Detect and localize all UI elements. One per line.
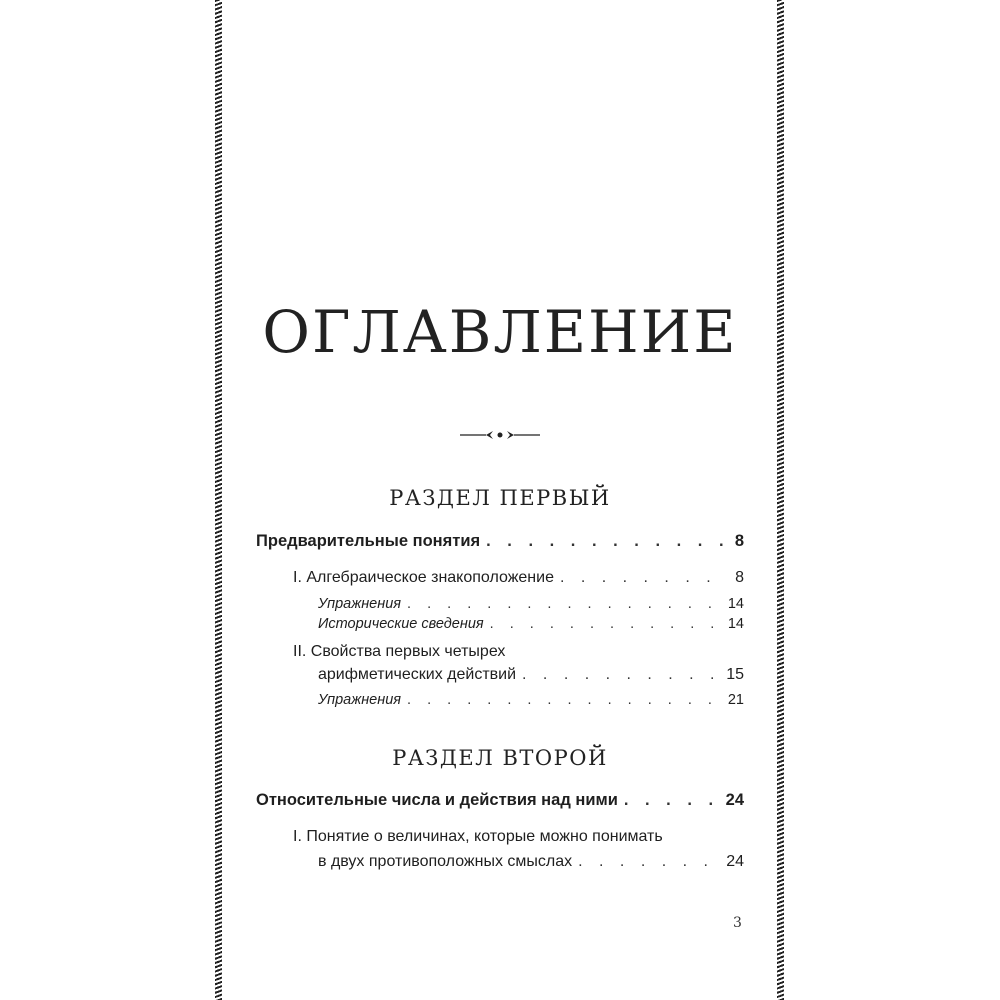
toc-subitem-historical-notes[interactable] [318, 616, 744, 632]
leader-dots [624, 791, 718, 810]
toc-subitem-label: Упражнения [318, 692, 402, 708]
toc-page-number: 8 [735, 569, 744, 586]
leader-dots [407, 692, 720, 708]
toc-subitem-label: Упражнения [318, 596, 402, 612]
leader-dots [578, 853, 718, 871]
section-heading-first: РАЗДЕЛ ПЕРВЫЙ [389, 486, 611, 510]
decorative-border-left [215, 0, 222, 1000]
page-number: 3 [733, 915, 742, 931]
page-title: ОГЛАВЛЕНИЕ [262, 298, 738, 366]
leader-dots [560, 569, 727, 587]
toc-page-number: 24 [726, 853, 744, 870]
toc-item-algebraic-notation[interactable] [293, 569, 744, 587]
toc-page-number: 14 [727, 616, 744, 632]
toc-item-quantities-concept[interactable] [318, 853, 744, 871]
ornament-divider-icon [460, 428, 540, 442]
toc-page-number: 8 [734, 532, 744, 550]
leader-dots [522, 666, 718, 684]
toc-item-arithmetic-properties[interactable] [318, 666, 744, 684]
leader-dots [407, 596, 720, 612]
toc-subitem-label: Исторические сведения [318, 616, 484, 632]
decorative-border-right [777, 0, 784, 1000]
toc-page-number: 21 [727, 692, 744, 708]
toc-chapter-label: Предварительные понятия [256, 532, 481, 550]
toc-item-label: в двух противоположных смыслах [318, 853, 573, 870]
toc-chapter-relative-numbers[interactable] [256, 791, 744, 810]
toc-chapter-label: Относительные числа и действия над ними [256, 791, 618, 809]
toc-subitem-exercises[interactable] [318, 692, 744, 708]
toc-item-label: арифметических действий [318, 666, 517, 683]
toc-page-number: 24 [725, 791, 744, 809]
toc-item-label: I. Алгебраическое знакоположение [293, 569, 554, 586]
toc-page-number: 14 [727, 596, 744, 612]
toc-subitem-exercises[interactable] [318, 596, 744, 612]
toc-item-label-line1: I. Понятие о величинах, которые можно понимать [293, 828, 663, 845]
toc-chapter-preliminary[interactable] [256, 532, 744, 551]
leader-dots [486, 532, 727, 551]
toc-page-number: 15 [726, 666, 744, 683]
toc-item-label-line1: II. Свойства первых четырех [293, 643, 506, 660]
section-heading-second: РАЗДЕЛ ВТОРОЙ [392, 746, 608, 770]
leader-dots [490, 616, 720, 632]
